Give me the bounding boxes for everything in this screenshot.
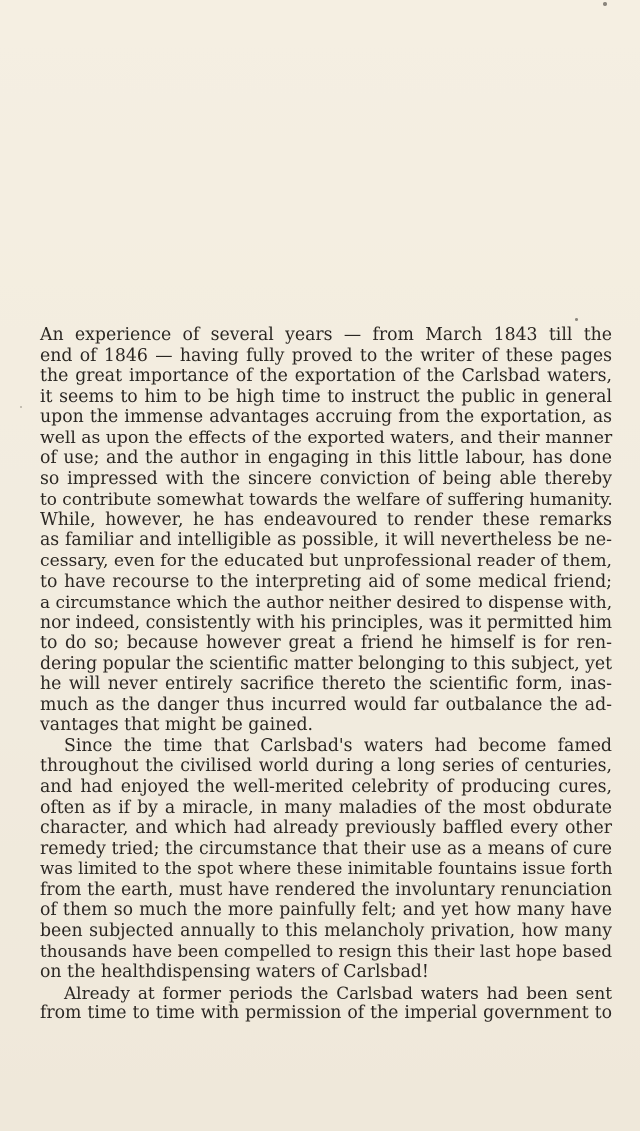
text-line: nor indeed, consistently with his principles, was it permitted him: [40, 612, 612, 633]
page-speck: [20, 406, 22, 408]
text-line: was limited to the spot where these inimitable fountains issue forth: [40, 859, 613, 879]
text-line: and had enjoyed the well-merited celebrity of producing cures,: [40, 777, 612, 798]
text-line: often as if by a miracle, in many maladies of the most obdurate: [40, 797, 612, 818]
text-line: to do so; because however great a friend he himself is for ren-: [40, 633, 612, 654]
page-speck: [575, 318, 578, 321]
text-line: Already at former periods the Carlsbad waters had been sent: [64, 982, 612, 1003]
text-line: from the earth, must have rendered the involuntary renunciation: [40, 879, 612, 900]
text-line: vantages that might be gained.: [40, 715, 314, 736]
text-line: of use; and the author in engaging in this little labour, has done: [40, 448, 612, 469]
text-line: from time to time with permission of the imperial government to: [40, 1003, 612, 1024]
text-line: character, and which had already previously baffled every other: [40, 818, 612, 839]
text-line: cessary, even for the educated but unprofessional reader of them,: [40, 551, 612, 572]
text-line: While, however, he has endeavoured to render these remarks: [40, 509, 612, 530]
text-line: to contribute somewhat towards the welfare of suffering humanity.: [40, 489, 613, 510]
text-line: Since the time that Carlsbad's waters had become famed: [64, 735, 612, 756]
text-line: An experience of several years — from March 1843 till the: [40, 325, 612, 345]
text-line: end of 1846 — having fully proved to the writer of these pages: [40, 345, 612, 366]
text-line: to have recourse to the interpreting aid of some medical friend;: [40, 571, 612, 592]
text-line: well as upon the effects of the exported waters, and their manner: [40, 427, 613, 448]
text-line: throughout the civilised world during a long series of centuries,: [40, 756, 612, 777]
text-line: much as the danger thus incurred would far outbalance the ad-: [40, 694, 612, 715]
text-line: so impressed with the sincere conviction of being able thereby: [40, 468, 612, 489]
text-line: of them so much the more painfully felt; and yet how many have: [40, 900, 612, 921]
text-line: as familiar and intelligible as possible, it will nevertheless be ne-: [40, 530, 612, 551]
text-line: been subjected annually to this melancholy privation, how many: [40, 920, 612, 941]
body-text: [40, 325, 612, 1024]
text-line: upon the immense advantages accruing from the exportation, as: [40, 407, 612, 428]
page-speck: [603, 2, 607, 6]
text-line: he will never entirely sacrifice thereto the scientific form, inas-: [40, 674, 612, 695]
text-line: the great importance of the exportation of the Carlsbad waters,: [40, 366, 612, 387]
text-line: thousands have been compelled to resign this their last hope based: [40, 941, 613, 962]
text-line: it seems to him to be high time to instruct the public in general: [40, 386, 612, 407]
text-line: remedy tried; the circumstance that their use as a means of cure: [40, 838, 612, 859]
text-line: dering popular the scientific matter belonging to this subject, yet: [40, 653, 613, 674]
text-line: on the healthdispensing waters of Carlsbad!: [40, 961, 429, 982]
text-line: a circumstance which the author neither desired to dispense with,: [40, 592, 613, 613]
